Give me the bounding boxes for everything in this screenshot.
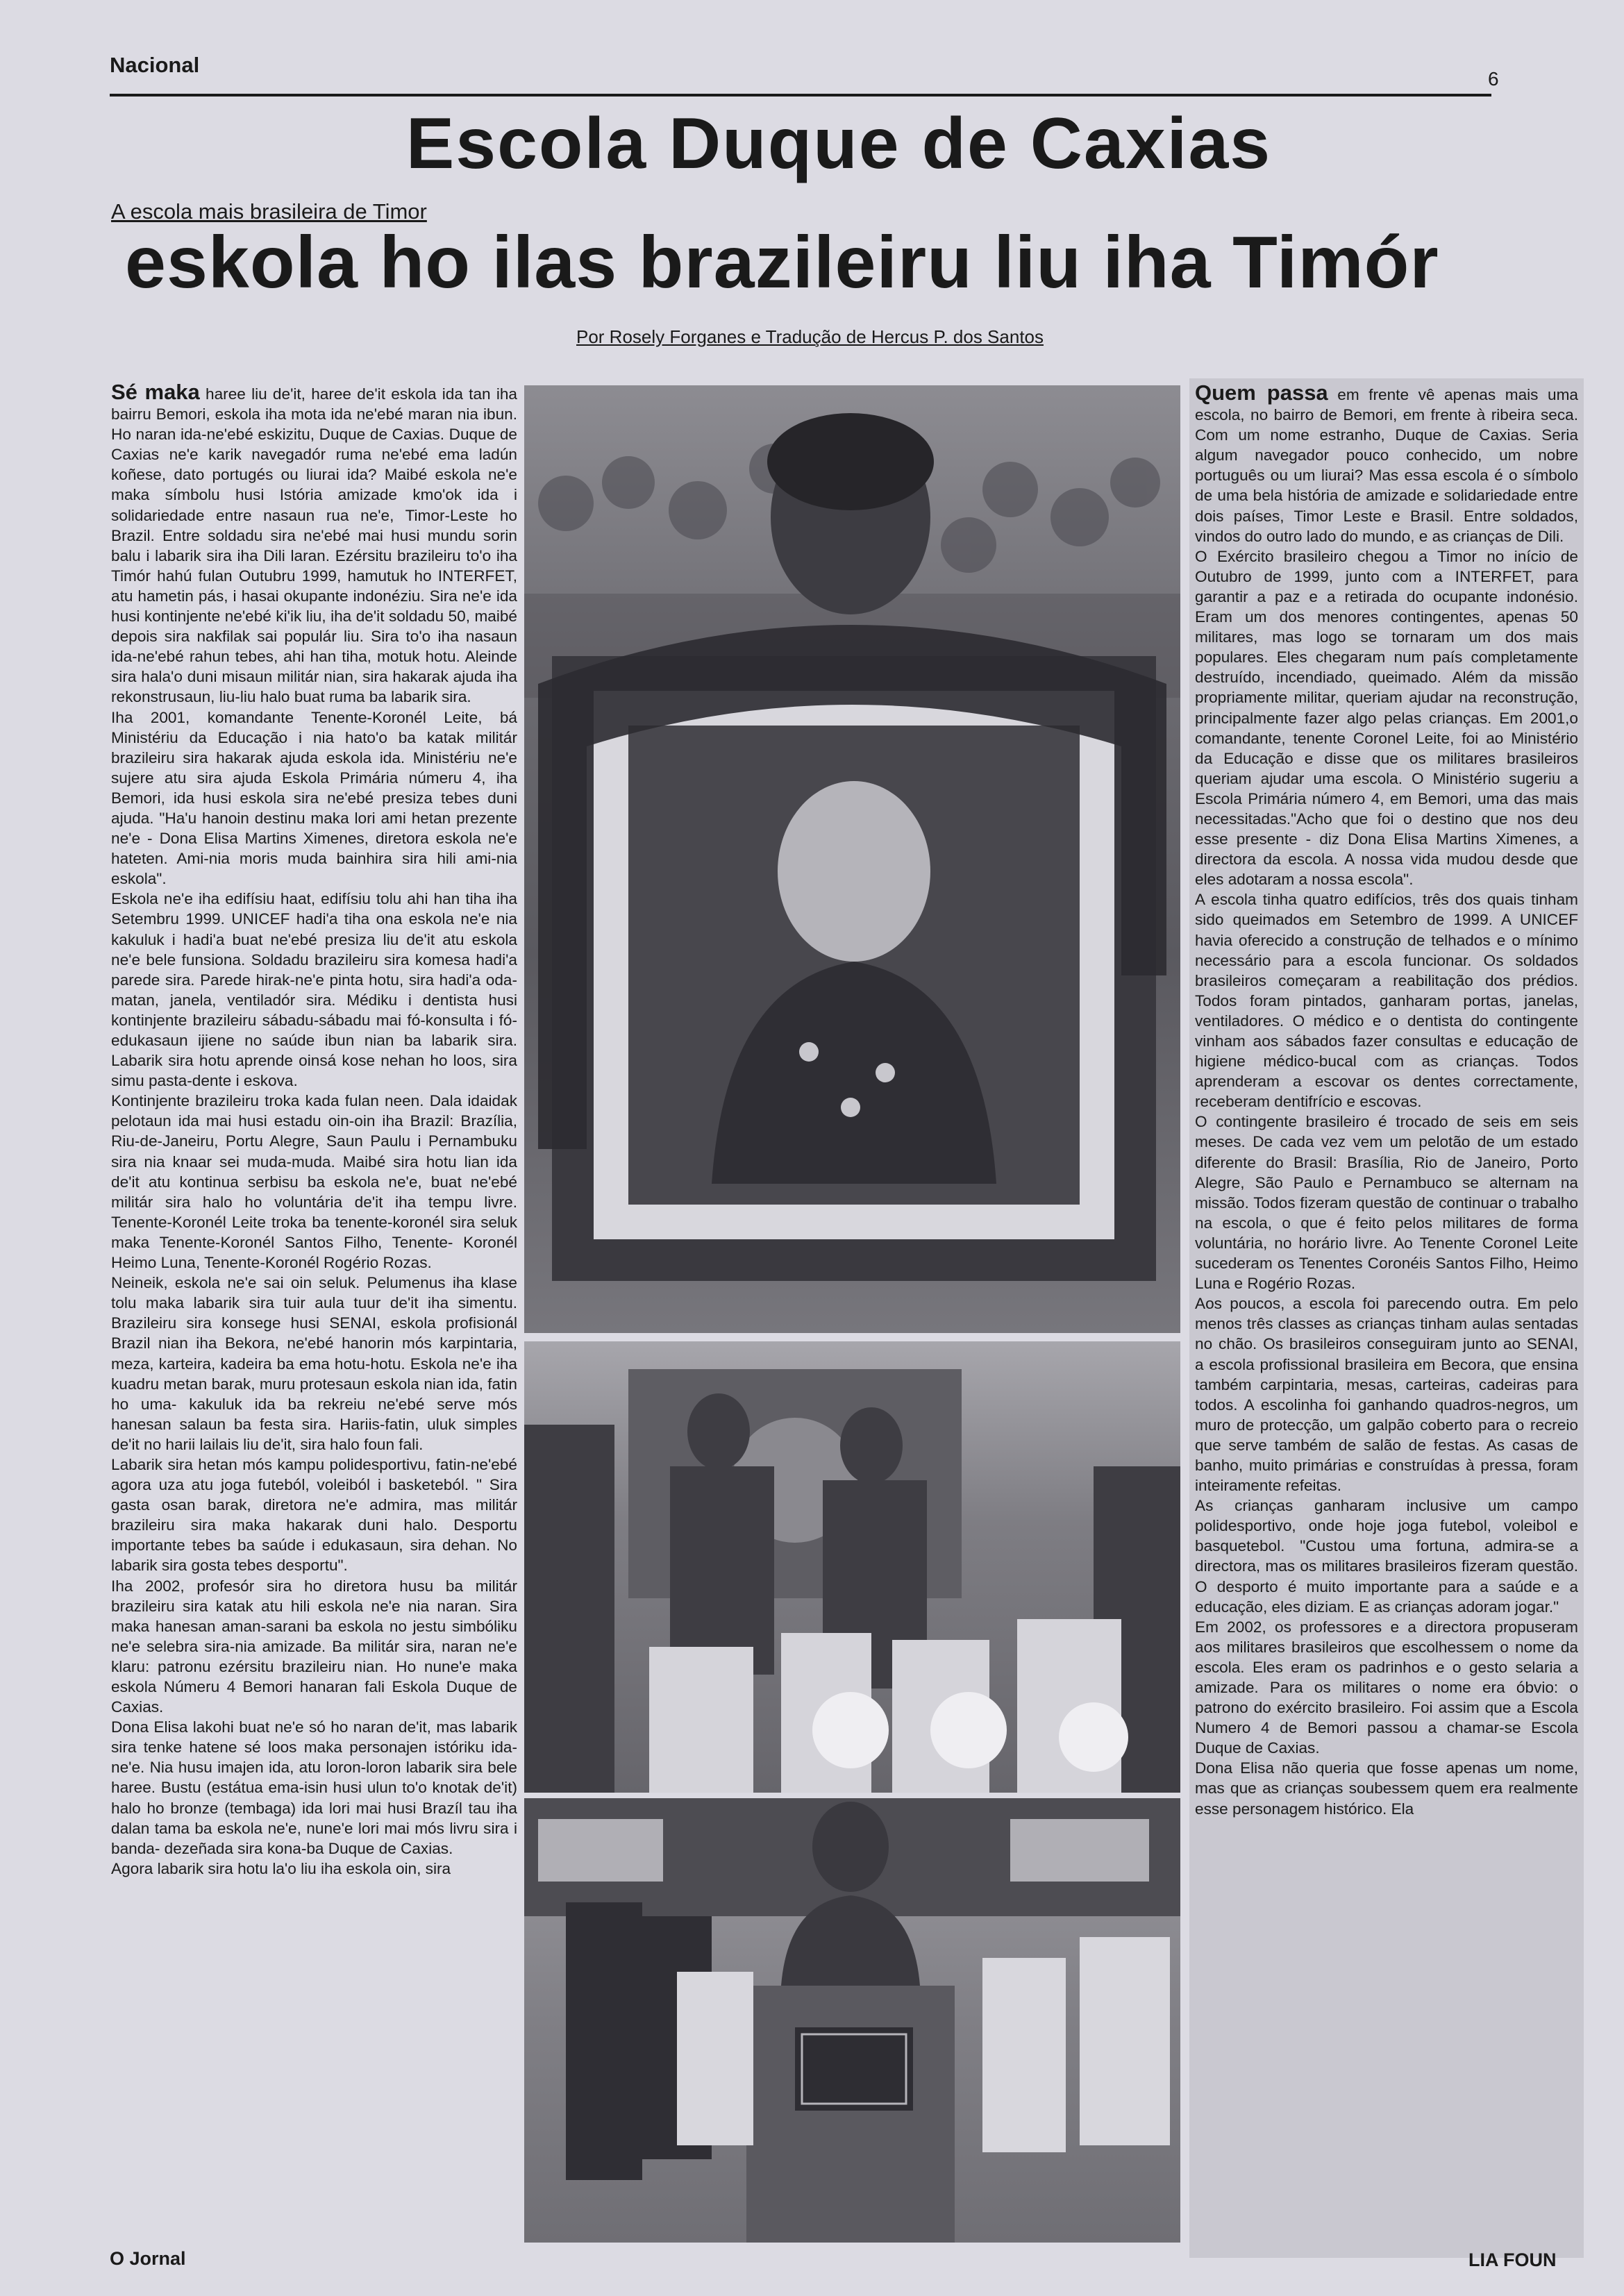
paragraph: Sé maka haree liu de'it, haree de'it eskola ida tan iha bairru Bemori, eskola iha mota ida ne'ebé maran nia ibun. Ho naran ida-ne'ebé eskizitu, Duque de Caxias. Duque de Caxias ne'e karik navegadór ruma ne'ebé ema ladún koñese, dato portugés ou liurai ida? Maibé eskola ne'e maka símbolu husi Istória amizade kmo'ok ida i solidariedade entre nasaun rua ne'e, Timor-Leste ho Brazil. Entre soldadu sira ne'ebé mai husi mundu sorin balu i labarik sira iha Dili laran. Ezérsitu brazileiru to'o iha Timór hahú fulan Outubru 1999, hamutuk ho INTERFET, atu hametin pás, i hasai okupante indonéziu. Sira ne'e ida husi kontinjente ne'ebé ki'ik liu, iha de'it soldadu 50, maibé depois sira nakfilak sai populár liu. Sira to'o iha nasaun ida-ne'ebé rahun tebes, ahi han tiha, motuk hotu. Aleinde sira hala'o duni misaun militár nian, sira hakarak ajuda iha rekonstrusaun, liu-liu halo buat ruma ba labarik sira. [111, 382, 517, 707]
section-label: Nacional [110, 53, 200, 77]
paragraph: Dona Elisa lakohi buat ne'e só ho naran de'it, mas labarik sira tenke hatene sé loos maka personajen istóriku ida-ne'e. Nia husu imajen ida, atu loron-loron labarik sira bele haree. Bustu (estátua ema-isin husi ulun to'o knotak de'it) halo ho bronze (tembaga) ida lori mai husi Brazíl tau iha dalan tama ba eskola ne'e, nune'e lori mai mós livru sira i banda- dezeñada sira kona-ba Duque de Caxias. [111, 1718, 517, 1857]
page-title: Escola Duque de Caxias [405, 103, 1272, 184]
header-rule [110, 94, 1491, 97]
photo-boy-with-portrait [524, 385, 1180, 1333]
paragraph: Labarik sira hetan mós kampu polidesportivu, fatin-ne'ebé agora uza atu joga futeból, voleiból i basketeból. " Sira gasta osan barak, diretora ne'e admira, mas militár brazileiru sira maka hakarak duni halo. Desportu importante tebes ba saúde i edukasaun, sira dehan. No labarik sira gosta tebes desportu". [111, 1455, 517, 1575]
paragraph: O Exército brasileiro chegou a Timor no início de Outubro de 1999, junto com a INTERFET, para garantir a paz e a retirada do ocupante indonésio. Eram um dos menores contingentes, apenas 50 militares, mas logo se tornaram um dos mais populares. Eles chegaram num país completamente destruído, incendiado, queimado. Além da missão propriamente militar, queriam ajudar na reconstrução, principalmente fazer algo pelas crianças. Em 2001,o comandante, tenente Coronel Leite, foi ao Ministério da Educação e disse que os militares brasileiros queriam ajudar uma escola. O Ministério sugeriu a Escola Primária número 4, em Bemori, uma das mais necessitadas."Acho que foi o destino que nos deu esse presente - diz Dona Elisa Martins Ximenes, a directora da escola. A nossa vida mudou desde que eles adotaram a nossa escola". [1195, 547, 1578, 889]
photo-bust-monument [524, 1798, 1180, 2243]
paragraph: Eskola ne'e iha edifísiu haat, edifísiu tolu ahi han tiha iha Setembru 1999. UNICEF hadi'a tiha ona eskola ne'e nia kakuluk i hadi'a buat ne'ebé presiza liu de'it atu eskola ne'e bele funsiona. Soldadu brazileiru sira komesa hadi'a parede sira. Parede hirak-ne'e pinta hotu, sira hadi'a oda-matan, janela, ventiladór sira. Médiku i dentista husi kontinjente brazileiru sábadu-sábadu mai fó-konsulta i fó-edukasaun ijiene no saúde ibun nian ba labarik sira. Labarik sira hotu aprende oinsá kose nehan ho loos, sira simu pasta-dente i eskova. [111, 890, 517, 1090]
byline: Por Rosely Forganes e Tradução de Hercus P. dos Santos [576, 326, 1044, 347]
paragraph: Kontinjente brazileiru troka kada fulan neen. Dala idaidak pelotaun ida mai husi estadu oin-oin iha Brazil: Brazília, Riu-de-Janeiru, Portu Alegre, Saun Paulu i Pernambuku sira nia knaar sei muda-muda. Maibé sira hotu lian ida de'it atu kontinua serbisu ba eskola ne'e, buat ne'ebé militár sira halo ho voluntária de'it iha tempu livre. Tenente-Koronél Leite troka ba tenente-koronél sira seluk maka Tenente-Koronél Santos Filho, Tenente- Koronél Heimo Luna, Tenente-Koronél Rogério Rozas. [111, 1092, 517, 1272]
page-number: 6 [1488, 68, 1499, 90]
paragraph: Iha 2002, profesór sira ho diretora husu ba militár brazileiru sira katak atu hili eskola ne'e nia naran. Sira maka hanesan aman-sarani ba eskola no jestu simbóliku ne'e selebra sira-nia amizade. Ba militár sira, naran ne'e klaru: patronu ezérsitu brazileiru nian. Ho nune'e maka eskola Númeru 4 Bemori hanaran fali Eskola Duque de Caxias. [111, 1577, 517, 1716]
article-column-tetum [111, 382, 517, 2256]
paragraph: Dona Elisa não queria que fosse apenas um nome, mas que as crianças soubessem quem era realmente esse personagem histórico. Ela [1195, 1759, 1578, 1818]
footer-section: LIA FOUN [1468, 2249, 1557, 2270]
photo-illustration [524, 385, 1180, 1333]
paragraph: Neineik, eskola ne'e sai oin seluk. Pelumenus iha klase tolu maka labarik sira tuir aula tuur de'it iha simentu. Brazileiru sira konsege husi SENAI, eskola profisionál Brazil nian iha Bekora, ne'ebé hanorin mós karpintaria, meza, karteira, kadeira ba ema hotu-hotu. Eskola ne'e iha kuadru metan barak, muru protesaun eskola nian ida, fatin ho uma- kakuluk ida ba rekreiu ne'ebé serve mós hanesan salaun ba festa sira. Hariis-fatin, uluk simples de'it no harii lailais liu de'it, sira halo foun fali. [111, 1274, 517, 1453]
kicker: A escola mais brasileira de Timor [111, 199, 427, 224]
photo-illustration [524, 1798, 1180, 2243]
footer-publication: O Jornal [110, 2248, 186, 2269]
lead-in: Sé maka [111, 382, 200, 404]
paragraph: O contingente brasileiro é trocado de seis em seis meses. De cada vez vem um pelotão de um estado diferente do Brasil: Brasília, Rio de Janeiro, Porto Alegre, São Paulo e Pernambuco se alternam na missão. Todos fizeram questão de continuar o trabalho na escola, o que é feito pelos militares de forma voluntária, no horário livre. Ao Tenente Coronel Leite sucederam os Tenentes Coronéis Santos Filho, Heimo Luna e Rogério Rozas. [1195, 1113, 1578, 1293]
photo-group-with-flag [524, 1341, 1180, 1793]
paragraph: Em 2002, os professores e a directora propuseram aos militares brasileiros que escolhessem o nome da escola. Eles eram os padrinhos e o gesto selaria a amizade. Para os militares o nome era óbvio: o patrono do exército brasileiro. Foi assim que a Escola Numero 4 de Bemori passou a chamar-se Escola Duque de Caxias. [1195, 1618, 1578, 1757]
paragraph: Aos poucos, a escola foi parecendo outra. Em pelo menos três classes as crianças tinham aulas sentadas no chão. Os brasileiros conseguiram junto ao SENAI, a escola profissional brasileira em Becora, que ensina também carpintaria, mesas, carteiras, cadeiras para todos. A escolinha foi ganhando quadros-negros, um muro de protecção, um galpão coberto para o recreio que serve também de salão de festas. As casas de banho, muito primárias e construídas à pressa, foram inteiramente refeitas. [1195, 1295, 1578, 1495]
lead-in: Quem passa [1195, 380, 1328, 405]
paragraph: A escola tinha quatro edifícios, três dos quais tinham sido queimados em Setembro de 1999. A UNICEF havia oferecido a construção de telhados e o mínimo necessário para a escola funcionar. Os soldados brasileiros começaram a reabilitação dos prédios. Todos foram pintados, ganharam portas, janelas, ventiladores. O médico e o dentista do contingente vinham aos sábados fazer consultas e educação de higiene médico-bucal com as crianças. Todos aprenderam a escovar os dentes correctamente, receberam dentifrício e escovas. [1195, 891, 1578, 1111]
article-column-portuguese [1189, 378, 1584, 2258]
paragraph: Agora labarik sira hotu la'o liu iha eskola oin, sira [111, 1859, 451, 1877]
photo-illustration [524, 1341, 1180, 1793]
subtitle: eskola ho ilas brazileiru liu iha Timór [125, 221, 1439, 303]
paragraph: Iha 2001, komandante Tenente-Koronél Leite, bá Ministériu da Educação i nia hato'o ba katak militár brazileiru sira hakarak ajuda eskola ida. Ministériu ne'e sujere atu sira ajuda Eskola Primária númeru 4, iha Bemori, ida husi eskola sira ne'ebé presiza tebes duni ajuda. "Ha'u hanoin destinu maka lori ami hetan prezente ne'e - Dona Elisa Martins Ximenes, diretora eskola ne'e hateten. Ami-nia moris muda bainhira sira hili ami-nia eskola". [111, 708, 517, 888]
paragraph: Quem passa em frente vê apenas mais uma escola, no bairro de Bemori, em frente à ribeira seca. Com um nome estranho, Duque de Caxias. Seria algum navegador pouco conhecido, um nobre português ou um liurai? Mas essa escola é o símbolo de uma bela história de amizade e solidariedade entre dois países, Timor Leste e Brasil. Entre soldados, vindos do outro lado do mundo, e as crianças de Dili. [1195, 380, 1578, 545]
paragraph: As crianças ganharam inclusive um campo polidesportivo, onde hoje joga futebol, voleibol e basquetebol. "Custou uma fortuna, admira-se a directora, mas os militares brasileiros fizeram questão. O desporto é muito importante para a saúde e a educação, eles diziam. E as crianças adoram jogar." [1195, 1497, 1578, 1616]
